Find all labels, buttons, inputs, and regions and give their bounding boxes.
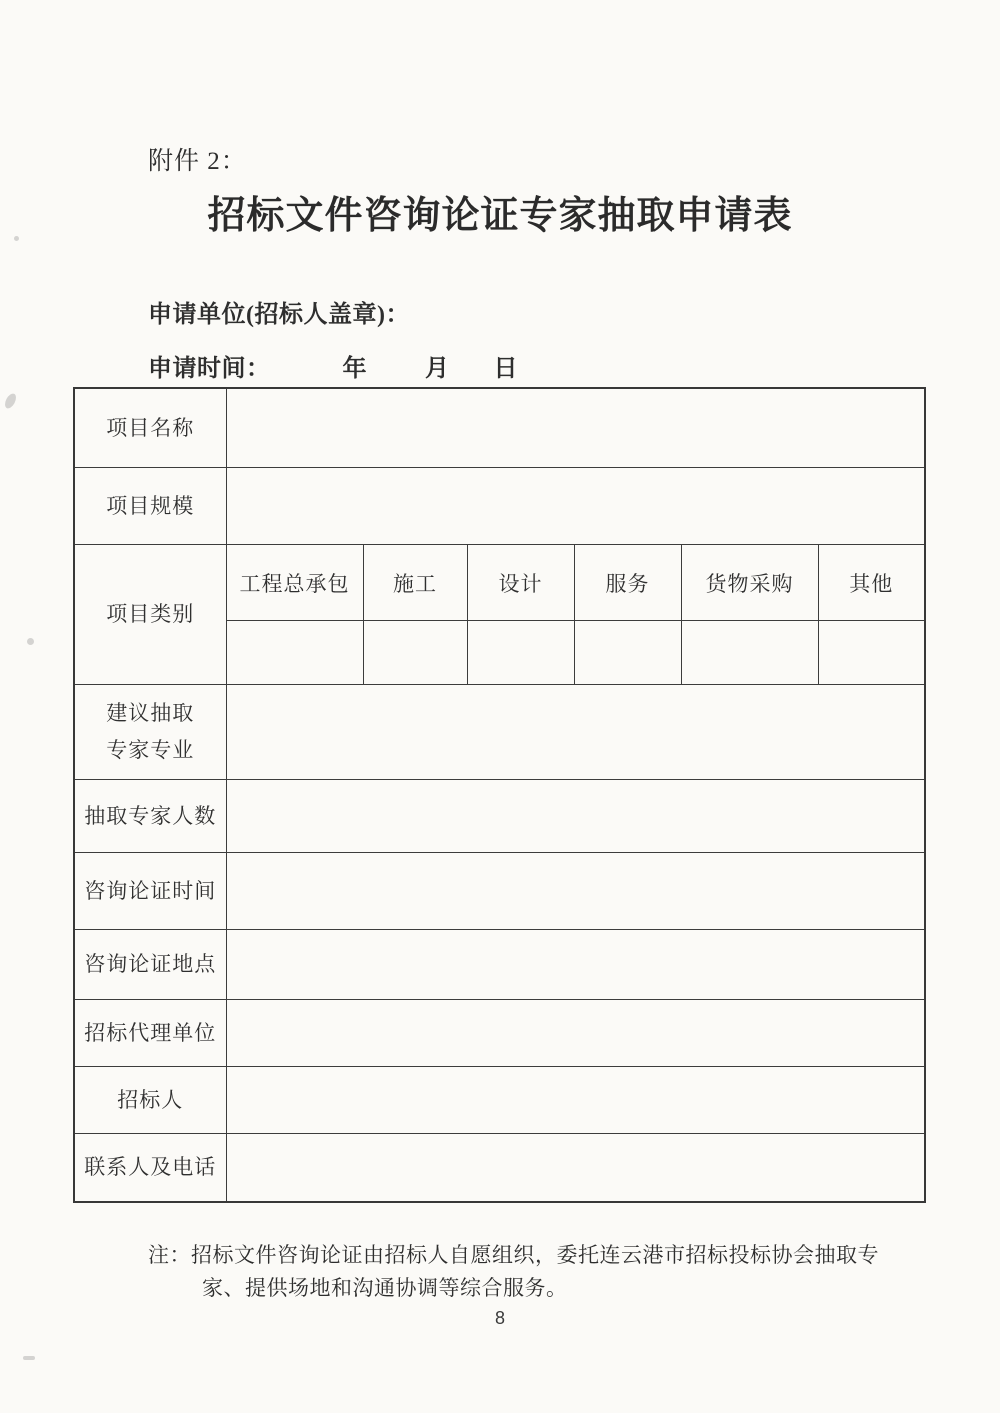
date-unit-month: 月 xyxy=(425,356,450,382)
row-label-project-scale: 项目规模 xyxy=(74,468,226,545)
row-label-consultation-time: 咨询论证时间 xyxy=(74,853,226,930)
label-line-2: 专家专业 xyxy=(106,738,195,762)
cell-project-scale-value xyxy=(226,468,925,545)
category-check-epc xyxy=(226,621,363,685)
table-row-consultation-time xyxy=(74,853,925,930)
table-row-bidding-agency xyxy=(74,1000,925,1067)
table-row-project-name xyxy=(74,388,925,468)
date-unit-year: 年 xyxy=(342,356,367,382)
table-row-consultation-place xyxy=(74,930,925,1000)
scan-speck xyxy=(27,638,34,645)
row-label-consultation-place: 咨询论证地点 xyxy=(74,930,226,1000)
category-option-epc: 工程总承包 xyxy=(226,545,363,621)
cell-consultation-time-value xyxy=(226,853,925,930)
page-number: 8 xyxy=(494,1308,505,1328)
category-check-design xyxy=(467,621,574,685)
application-date-line xyxy=(148,348,518,383)
footnote-line-1 xyxy=(148,1239,888,1272)
table-row-project-scale xyxy=(74,468,925,545)
cell-consultation-place-value xyxy=(226,930,925,1000)
footnote-line-2: 家、提供场地和沟通协调等综合服务。 xyxy=(202,1275,568,1300)
cell-tenderee-value xyxy=(226,1067,925,1134)
row-label-suggested-expert-specialty xyxy=(74,685,226,780)
cell-suggested-expert-specialty-value xyxy=(226,685,925,780)
category-check-construction xyxy=(363,621,467,685)
cell-project-name-value xyxy=(226,388,925,468)
date-unit-day: 日 xyxy=(493,356,518,382)
table-row-suggested-expert-specialty xyxy=(74,685,925,780)
scan-speck xyxy=(23,1356,35,1360)
row-label-bidding-agency: 招标代理单位 xyxy=(74,1000,226,1067)
table-row-tenderee xyxy=(74,1067,925,1134)
category-option-design: 设计 xyxy=(467,545,574,621)
footnote xyxy=(148,1239,888,1305)
row-label-project-category: 项目类别 xyxy=(74,545,226,685)
footnote-text-1: 招标文件咨询论证由招标人自愿组织，委托连云港市招标投标协会抽取专 xyxy=(191,1243,879,1267)
table-row-contact-phone xyxy=(74,1134,925,1203)
category-option-service: 服务 xyxy=(574,545,681,621)
category-check-service xyxy=(574,621,681,685)
category-check-other xyxy=(818,621,925,685)
row-label-tenderee: 招标人 xyxy=(74,1067,226,1134)
scan-speck xyxy=(3,392,18,410)
application-form-table xyxy=(73,387,926,1203)
row-label-expert-count: 抽取专家人数 xyxy=(74,780,226,853)
attachment-label: 附件 2： xyxy=(148,148,247,175)
applicant-unit-label: 申请单位(招标人盖章)： xyxy=(148,302,410,328)
table-row-project-category-options xyxy=(74,545,925,621)
table-row-expert-count xyxy=(74,780,925,853)
footnote-label: 注： xyxy=(148,1243,191,1267)
category-option-construction: 施工 xyxy=(363,545,467,621)
row-label-project-name: 项目名称 xyxy=(74,388,226,468)
category-option-goods: 货物采购 xyxy=(681,545,818,621)
page-title: 招标文件咨询论证专家抽取申请表 xyxy=(207,195,793,237)
category-option-other: 其他 xyxy=(818,545,925,621)
cell-contact-phone-value xyxy=(226,1134,925,1203)
category-check-goods xyxy=(681,621,818,685)
date-label: 申请时间： xyxy=(148,356,271,382)
cell-expert-count-value xyxy=(226,780,925,853)
cell-bidding-agency-value xyxy=(226,1000,925,1067)
label-line-1: 建议抽取 xyxy=(106,701,195,726)
row-label-contact-phone: 联系人及电话 xyxy=(74,1134,226,1203)
